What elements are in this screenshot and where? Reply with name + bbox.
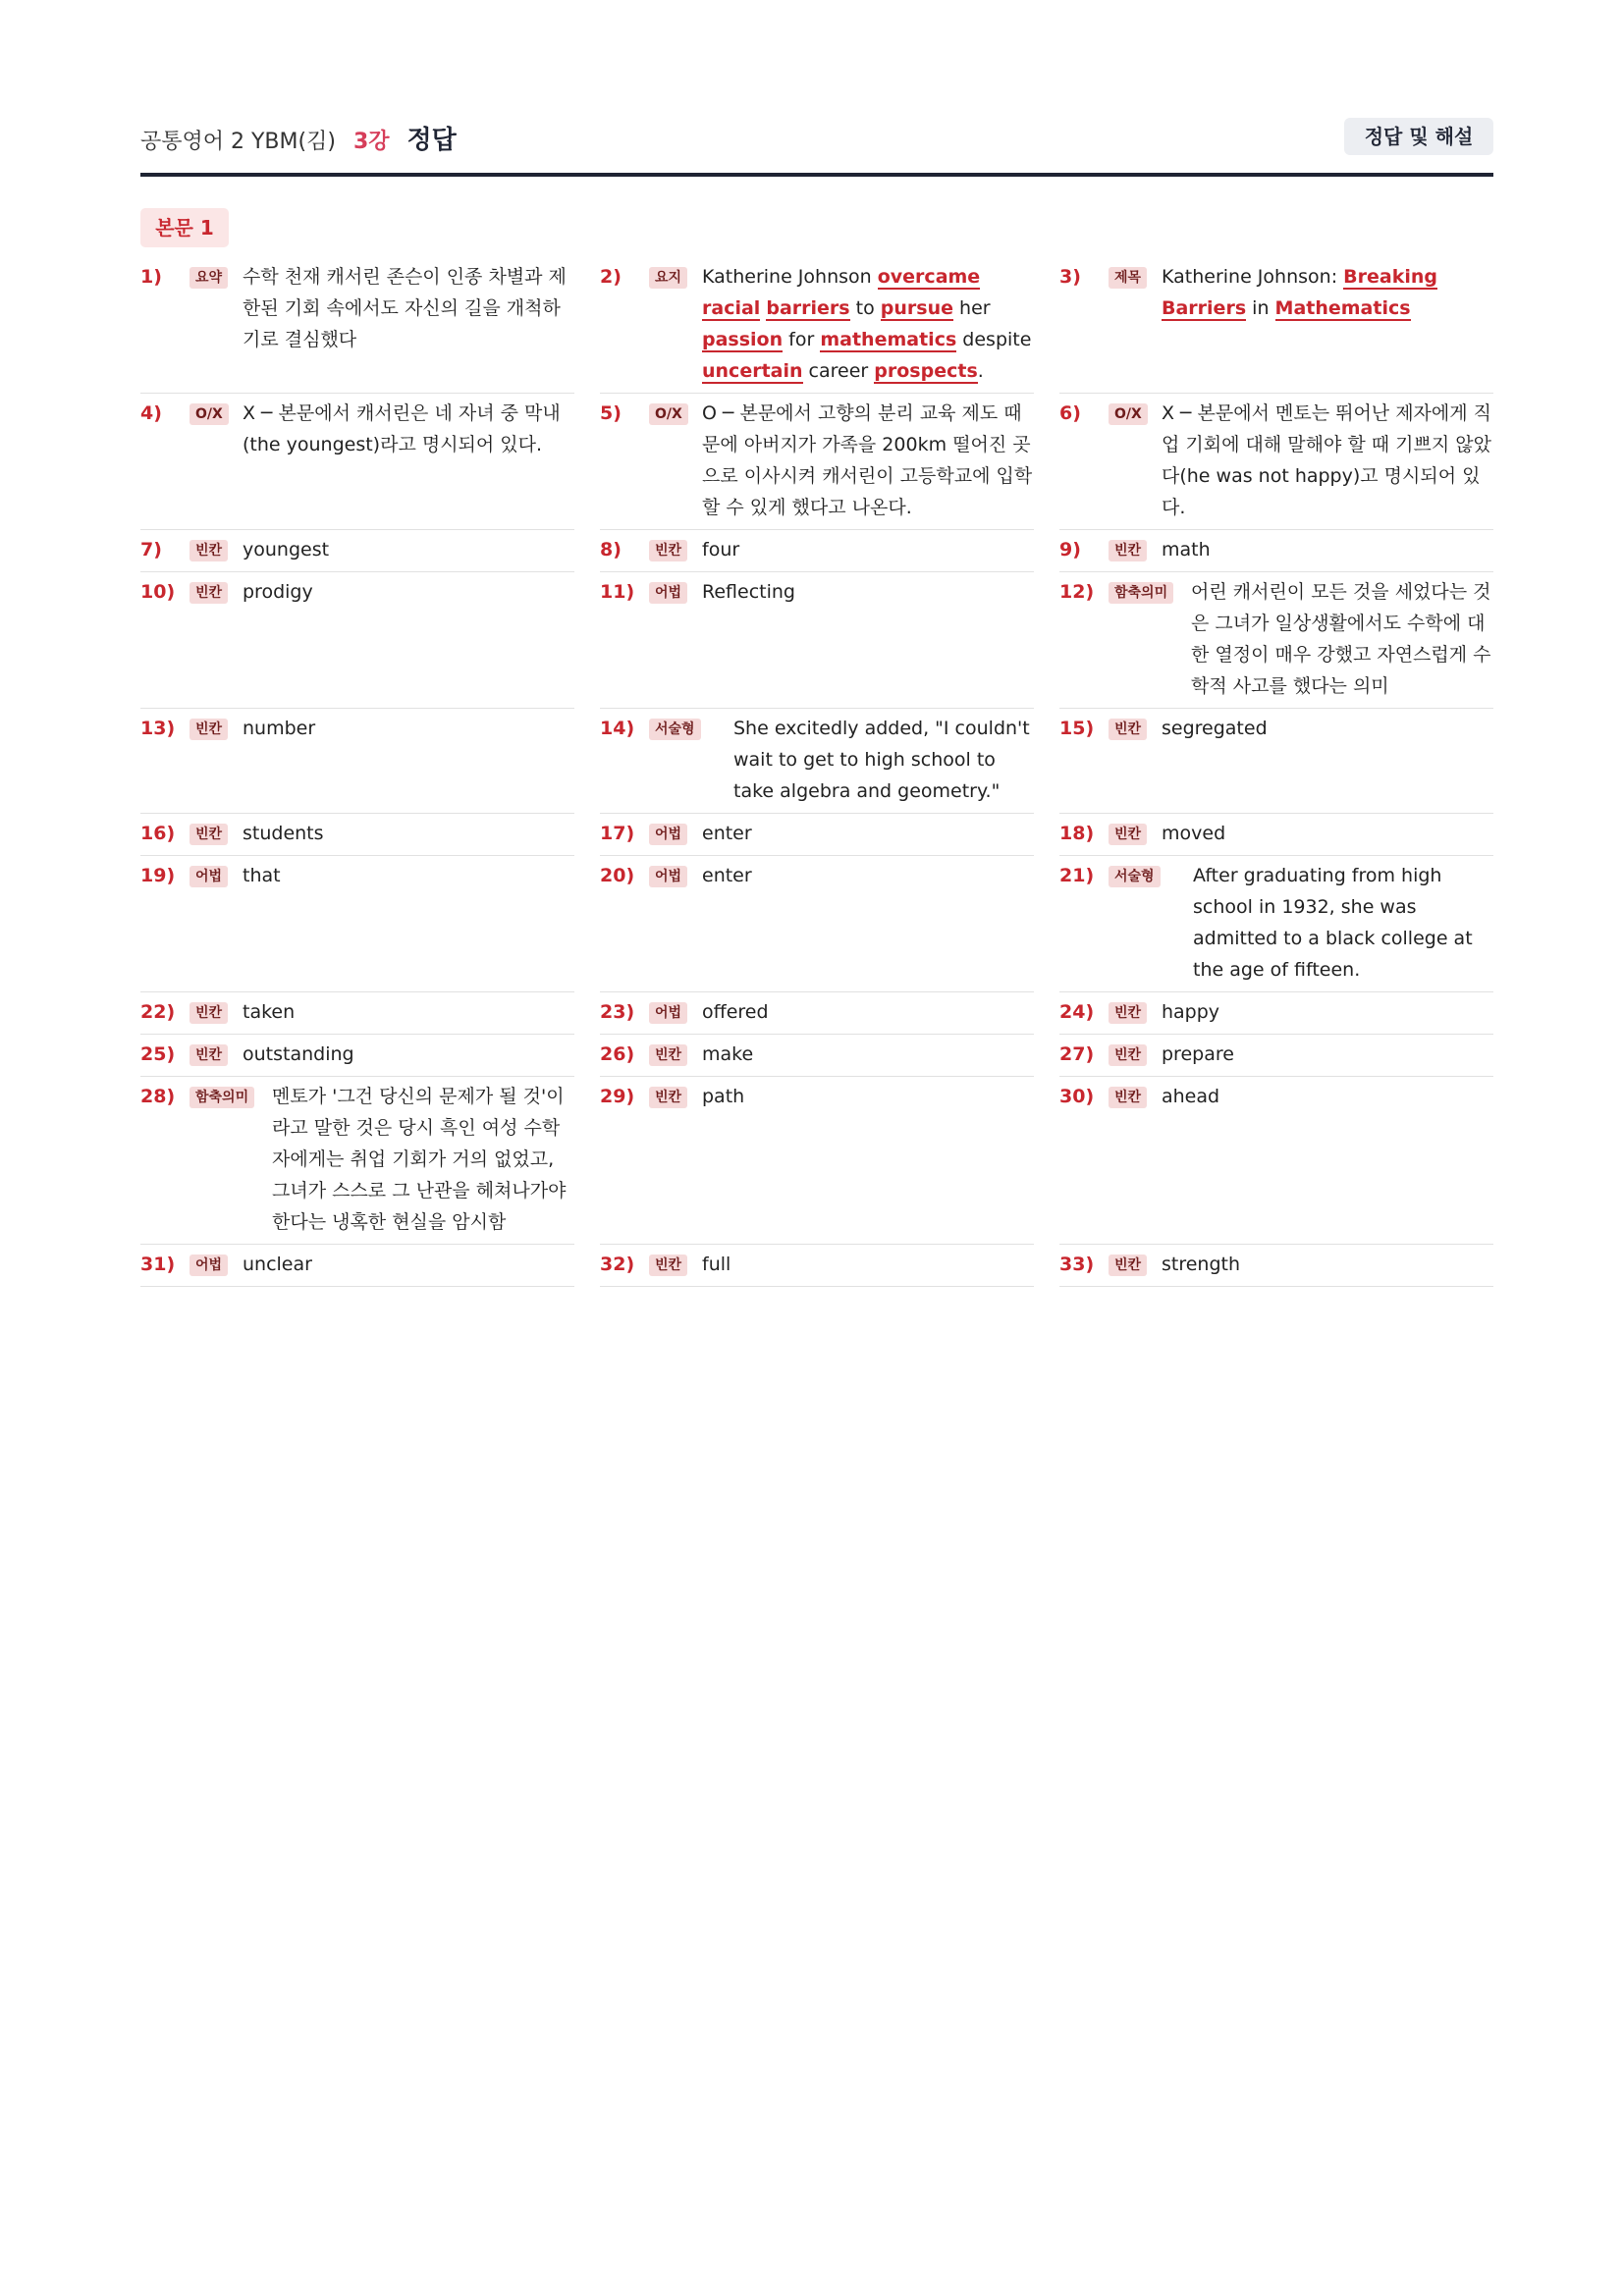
answer-text: strength — [1162, 1254, 1241, 1275]
answer-text: unclear — [243, 1254, 312, 1275]
question-number: 7) — [140, 539, 162, 561]
answer-item — [140, 992, 574, 1035]
question-number: 11) — [600, 581, 635, 603]
answer-item — [140, 572, 574, 709]
answer-text: enter — [702, 823, 752, 844]
answer-item — [1059, 709, 1493, 814]
question-type-tag: 빈칸 — [649, 1044, 687, 1066]
question-type-tag: 빈칸 — [189, 719, 228, 740]
answer-item — [1059, 1035, 1493, 1077]
answer-text-segment: Katherine Johnson: — [1162, 266, 1344, 288]
question-number: 18) — [1059, 823, 1095, 844]
question-type-tag: 함축의미 — [189, 1087, 254, 1108]
answer-text-segment: to — [849, 297, 881, 319]
answer-text: X ─ 본문에서 멘토는 뛰어난 제자에게 직업 기회에 대해 말해야 할 때 기쁘지 않았다(he was not happy)고 명시되어 있다. — [1162, 402, 1492, 518]
question-type-tag: 빈칸 — [1109, 540, 1147, 561]
answer-item — [600, 394, 1034, 530]
highlighted-keyword: pursue — [880, 297, 953, 319]
lesson-number: 3강 — [352, 130, 390, 154]
question-type-tag: 어법 — [189, 866, 228, 887]
question-type-tag: O/X — [189, 403, 229, 425]
question-type-tag: 빈칸 — [1109, 1044, 1147, 1066]
question-number: 16) — [140, 823, 176, 844]
answer-text — [702, 261, 1034, 387]
answer-text: After graduating from high school in 1932, she was admitted to a black college at the age of fifteen. — [1193, 865, 1473, 981]
question-number: 29) — [600, 1086, 635, 1107]
answer-text: prepare — [1162, 1043, 1234, 1065]
answer-text-segment: for — [783, 329, 821, 350]
answer-text: number — [243, 718, 316, 739]
question-number: 13) — [140, 718, 176, 739]
question-type-tag: 어법 — [649, 1002, 687, 1024]
course-name: 공통영어 2 YBM(김) — [140, 130, 336, 154]
question-type-tag: 요약 — [189, 267, 228, 289]
question-type-tag: 어법 — [649, 824, 687, 845]
question-type-tag: 빈칸 — [1109, 1002, 1147, 1024]
question-number: 32) — [600, 1254, 635, 1275]
highlighted-keyword: uncertain — [702, 360, 803, 382]
question-type-tag: 빈칸 — [649, 1087, 687, 1108]
answer-grid — [140, 257, 1493, 1287]
question-number: 27) — [1059, 1043, 1095, 1065]
answer-item — [140, 394, 574, 530]
answer-text: four — [702, 539, 740, 561]
answer-item — [1059, 530, 1493, 572]
highlighted-keyword: Barriers — [1162, 297, 1247, 319]
highlighted-keyword: overcame — [877, 266, 981, 288]
question-type-tag: 빈칸 — [1109, 1087, 1147, 1108]
answer-text: O ─ 본문에서 고향의 분리 교육 제도 때문에 아버지가 가족을 200km 떨어진 곳으로 이사시켜 캐서린이 고등학교에 입학할 수 있게 했다고 나온다. — [702, 402, 1033, 518]
answer-text-segment: . — [977, 360, 984, 382]
question-number: 33) — [1059, 1254, 1095, 1275]
answer-text: X ─ 본문에서 캐서린은 네 자녀 중 막내(the youngest)라고 명시되어 있다. — [243, 402, 561, 455]
question-type-tag: 어법 — [189, 1255, 228, 1276]
question-number: 21) — [1059, 865, 1095, 886]
answer-item — [1059, 572, 1493, 709]
answer-text: students — [243, 823, 324, 844]
question-type-tag: 빈칸 — [189, 582, 228, 604]
answer-text: happy — [1162, 1001, 1220, 1023]
answer-text: 수학 천재 캐서린 존슨이 인종 차별과 제한된 기회 속에서도 자신의 길을 개척하기로 결심했다 — [243, 266, 567, 350]
question-number: 6) — [1059, 402, 1081, 424]
highlighted-keyword: passion — [702, 329, 784, 350]
answer-item — [600, 572, 1034, 709]
question-number: 3) — [1059, 266, 1081, 288]
answer-text: math — [1162, 539, 1211, 561]
question-type-tag: 요지 — [649, 267, 687, 289]
question-type-tag: O/X — [1109, 403, 1148, 425]
answer-text: path — [702, 1086, 745, 1107]
question-type-tag: O/X — [649, 403, 688, 425]
answer-item — [140, 709, 574, 814]
page-header — [140, 116, 1493, 177]
highlighted-keyword: prospects — [874, 360, 978, 382]
question-number: 8) — [600, 539, 622, 561]
question-number: 31) — [140, 1254, 176, 1275]
answer-item — [600, 530, 1034, 572]
answer-item — [600, 1077, 1034, 1245]
question-number: 19) — [140, 865, 176, 886]
answer-text-segment: Katherine Johnson — [702, 266, 878, 288]
answer-item — [1059, 1077, 1493, 1245]
answer-item — [1059, 992, 1493, 1035]
question-type-tag: 빈칸 — [1109, 824, 1147, 845]
highlighted-keyword: mathematics — [820, 329, 957, 350]
question-number: 25) — [140, 1043, 176, 1065]
question-type-tag: 서술형 — [1109, 866, 1161, 887]
question-number: 12) — [1059, 581, 1095, 603]
question-number: 2) — [600, 266, 622, 288]
question-number: 10) — [140, 581, 176, 603]
question-number: 14) — [600, 718, 635, 739]
question-type-tag: 빈칸 — [189, 1044, 228, 1066]
answer-text: taken — [243, 1001, 296, 1023]
answer-text: make — [702, 1043, 754, 1065]
answer-item — [140, 1245, 574, 1287]
question-type-tag: 서술형 — [649, 719, 701, 740]
answer-text: 어린 캐서린이 모든 것을 세었다는 것은 그녀가 일상생활에서도 수학에 대한 열정이 매우 강했고 자연스럽게 수학적 사고를 했다는 의미 — [1191, 581, 1491, 697]
answer-text — [1162, 261, 1493, 324]
answer-text: offered — [702, 1001, 769, 1023]
question-type-tag: 빈칸 — [189, 1002, 228, 1024]
question-number: 17) — [600, 823, 635, 844]
question-number: 30) — [1059, 1086, 1095, 1107]
answer-item — [1059, 394, 1493, 530]
answer-text: 멘토가 '그건 당신의 문제가 될 것'이라고 말한 것은 당시 흑인 여성 수학자에게는 취업 기회가 거의 없었고, 그녀가 스스로 그 난관을 헤쳐나가야 한다는 냉혹한 현실을 암시함 — [272, 1086, 567, 1233]
answer-text: enter — [702, 865, 752, 886]
question-number: 4) — [140, 402, 162, 424]
answer-text-segment: her — [952, 297, 991, 319]
question-type-tag: 함축의미 — [1109, 582, 1173, 604]
question-number: 23) — [600, 1001, 635, 1023]
answer-item — [1059, 1245, 1493, 1287]
answer-text-segment: in — [1246, 297, 1275, 319]
question-number: 1) — [140, 266, 162, 288]
question-number: 15) — [1059, 718, 1095, 739]
answer-item — [140, 1035, 574, 1077]
answer-text: full — [702, 1254, 731, 1275]
highlighted-keyword: barriers — [766, 297, 850, 319]
question-number: 22) — [140, 1001, 176, 1023]
question-type-tag: 빈칸 — [649, 540, 687, 561]
answer-item — [600, 1035, 1034, 1077]
answer-text: segregated — [1162, 718, 1268, 739]
question-type-tag: 빈칸 — [649, 1255, 687, 1276]
answer-item — [600, 257, 1034, 394]
section-label: 본문 1 — [140, 208, 229, 247]
answer-text-segment: career — [802, 360, 875, 382]
answer-text: She excitedly added, "I couldn't wait to get to high school to take algebra and geometry." — [733, 718, 1030, 802]
question-type-tag: 빈칸 — [1109, 719, 1147, 740]
question-number: 28) — [140, 1086, 176, 1107]
answer-item — [1059, 814, 1493, 856]
answer-text: moved — [1162, 823, 1226, 844]
doc-type-badge: 정답 및 해설 — [1344, 118, 1493, 155]
answer-item — [600, 992, 1034, 1035]
answer-text-segment: despite — [956, 329, 1032, 350]
question-type-tag: 제목 — [1109, 267, 1147, 289]
answer-item — [140, 1077, 574, 1245]
question-type-tag: 빈칸 — [189, 540, 228, 561]
highlighted-keyword: Breaking — [1343, 266, 1437, 288]
answer-text: ahead — [1162, 1086, 1220, 1107]
answer-item — [140, 257, 574, 394]
answer-item — [1059, 856, 1493, 992]
question-number: 26) — [600, 1043, 635, 1065]
question-type-tag: 빈칸 — [1109, 1255, 1147, 1276]
answer-item — [140, 814, 574, 856]
answer-item — [600, 856, 1034, 992]
answer-item — [140, 856, 574, 992]
question-type-tag: 빈칸 — [189, 824, 228, 845]
answer-item — [600, 814, 1034, 856]
answer-text: that — [243, 865, 281, 886]
question-type-tag: 어법 — [649, 866, 687, 887]
question-number: 5) — [600, 402, 622, 424]
answer-item — [600, 1245, 1034, 1287]
question-type-tag: 어법 — [649, 582, 687, 604]
highlighted-keyword: Mathematics — [1274, 297, 1411, 319]
answer-text: outstanding — [243, 1043, 354, 1065]
question-number: 9) — [1059, 539, 1081, 561]
answer-item — [140, 530, 574, 572]
answer-text: prodigy — [243, 581, 313, 603]
answer-item — [1059, 257, 1493, 394]
highlighted-keyword: racial — [702, 297, 761, 319]
header-title-group — [140, 120, 457, 156]
question-number: 24) — [1059, 1001, 1095, 1023]
page-title: 정답 — [406, 126, 457, 155]
answer-item — [600, 709, 1034, 814]
answer-text: Reflecting — [702, 581, 795, 603]
answer-text: youngest — [243, 539, 330, 561]
question-number: 20) — [600, 865, 635, 886]
